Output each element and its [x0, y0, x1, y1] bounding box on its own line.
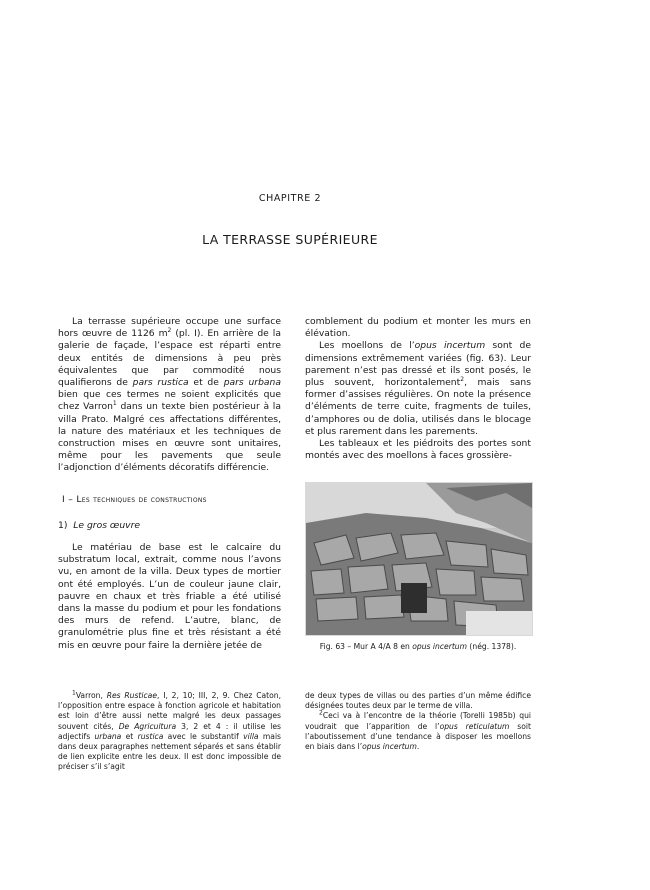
- paragraph-moellons: Les moellons de l’opus incertum sont de dimensions extrêmement variées (fig. 63). Leur parement n’est pas dressé et ils sont posés, le plus souvent, horizontalement$^2$, mais sans former d’assises régulières. On note la présence d’éléments de terre cuite, fragments de tuiles, d’amphores ou de dolia, utilisés dans le blocage et plus rarement dans les parements.: [305, 340, 531, 437]
- footnotes-right: [305, 691, 531, 752]
- footnotes-left: [58, 691, 281, 773]
- subsection-heading: 1) Le gros œuvre: [58, 520, 141, 531]
- chapter-label: CHAPITRE 2: [258, 193, 322, 204]
- paragraph-materials: Le matériau de base est le calcaire du substratum local, extrait, comme nous l’avons vu, en amont de la villa. Deux types de mortier ont été employés. L’un de couleur jaune clair, pauvre en chaux et très friable a été utilisé dans la masse du podium et pour les fondations des murs de refend. L’autre, blanc, de granulométrie plus fine et très résistant a été mis en œuvre pour faire la dernière jetée de: [58, 542, 281, 651]
- right-column-top: [305, 316, 531, 462]
- section-heading: I – Les techniques de constructions: [62, 494, 207, 505]
- footnote-1-continuation: de deux types de villas ou des parties d’un même édifice désignées toutes deux par le terme de villa.: [305, 691, 531, 711]
- paragraph-continuation: comblement du podium et monter les murs en élévation.: [305, 316, 531, 340]
- paragraph-tableaux: Les tableaux et les piédroits des portes sont montés avec des moellons à faces grossière-: [305, 438, 531, 462]
- chapter-title: LA TERRASSE SUPÉRIEURE: [202, 232, 378, 247]
- left-column-bottom: [58, 542, 281, 652]
- paragraph-intro: La terrasse supérieure occupe une surface hors œuvre de 1126 $m^2$ (pl. I). En arrière de la galerie de façade, l’espace est réparti entre deux entités de dimensions à peu près équivalentes que par commodité nous qualifierons de pars rustica et de pars urbana bien que ces termes ne soient explicités que chez Varron$^1$ dans un texte bien postérieur à la villa Prato. Malgré ces affectations différentes, la nature des matériaux et les techniques de construction mises en œuvre sont unitaires, même pour les pavements que seule l’adjonction d’éléments décoratifs différencie.: [58, 316, 281, 474]
- figure-caption: Fig. 63 – Mur A 4/A 8 en opus incertum (nég. 1378).: [319, 642, 517, 651]
- footnote-1: $^1$Varron, Res Rusticae, I, 2, 10; III, 2, 9. Chez Caton, l’opposition entre espace à fonction agricole et habitation est loin d’être aussi nette malgré les deux passages souvent cités, De Agricultura 3, 2 et 4 : il utilise les adjectifs urbana et rustica avec le substantif villa mais dans deux paragraphes nettement séparés et sans établir de lien explicite entre les deux. Il est donc impossible de préciser s’il s’agit: [58, 689, 282, 772]
- left-column-top: [58, 316, 281, 475]
- figure-photo: [305, 482, 533, 636]
- footnote-2: $^2$Ceci va à l’encontre de la théorie (Torelli 1985b) qui voudrait que l’apparition de l’opus reticulatum soit l’aboutissement d’une tendance à disposer les moellons en biais dans l’opus incertum.: [305, 709, 531, 752]
- stone-wall-photo: [306, 483, 532, 635]
